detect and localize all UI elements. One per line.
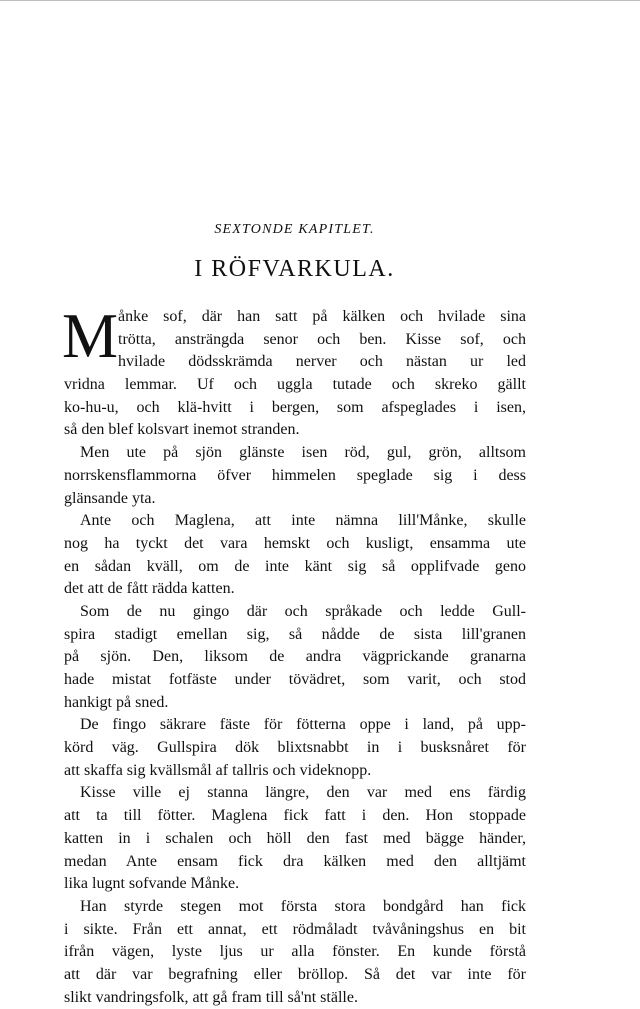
text-line: De fingo säkrare fäste för fötterna oppe i land, på upp- — [80, 716, 526, 734]
text-line: slikt vandringsfolk, att gå fram till så'nt ställe. — [64, 988, 358, 1006]
chapter-title: I RÖFVARKULA. — [194, 256, 395, 282]
chapter-heading: SEXTONDE KAPITLET. — [214, 222, 375, 237]
text-line: att där var begrafning eller bröllop. Så det var inte för — [64, 965, 526, 983]
text-line: ifrån vägen, lyste ljus ur alla fönster. En kunde förstå — [64, 943, 526, 961]
text-line: på sjön. Den, liksom de andra vägprickande granarna — [64, 648, 526, 666]
drop-cap: M — [62, 301, 119, 371]
text-line: körd väg. Gullspira dök blixtsnabbt in i busksnåret för — [64, 739, 526, 757]
text-line: nog ha tyckt det vara hemskt och kusligt, ensamma ute — [64, 534, 526, 552]
text-line: Ante och Maglena, att inte nämna lill'Månke, skulle — [80, 512, 526, 530]
top-edge-rule — [0, 0, 640, 1]
text-line: norrskensflammorna öfver himmelen speglade sig i dess — [64, 466, 526, 484]
text-line: medan Ante ensam fick dra kälken med den alltjämt — [64, 852, 526, 870]
text-line: att ta till fötter. Maglena fick fatt i den. Hon stoppade — [64, 807, 526, 825]
text-line: spira stadigt emellan sig, så nådde de sista lill'granen — [64, 625, 526, 643]
text-line: att skaffa sig kvällsmål af tallris och videknopp. — [64, 761, 372, 779]
text-line: ko-hu-u, och klä-hvitt i bergen, som afspeglades i isen, — [64, 398, 526, 416]
text-line: vridna lemmar. Uf och uggla tutade och skreko gällt — [64, 376, 526, 394]
text-line: glänsande yta. — [64, 489, 156, 507]
text-line: i sikte. Från ett annat, ett rödmåladt tvåvåningshus en bit — [64, 920, 526, 938]
text-line: så den blef kolsvart inemot stranden. — [64, 421, 300, 439]
text-line: Han styrde stegen mot första stora bondgård han fick — [80, 897, 526, 915]
body-text — [62, 301, 526, 1009]
text-line: trötta, ansträngda senor och ben. Kisse sof, och — [118, 330, 526, 348]
text-line: en sådan kväll, om de inte känt sig så opplifvade geno — [64, 557, 526, 575]
text-line: Som de nu gingo där och språkade och ledde Gull- — [80, 602, 526, 620]
text-line: Kisse ville ej stanna längre, den var med ens färdig — [80, 784, 526, 802]
text-line: hade mistat fotfäste under tövädret, som varit, och stod — [64, 671, 526, 688]
text-line: det att de fått rädda katten. — [64, 580, 235, 598]
text-line: hankigt på sned. — [64, 693, 169, 711]
text-line: Men ute på sjön glänste isen röd, gul, grön, alltsom — [80, 444, 526, 462]
text-line: ånke sof, där han satt på kälken och hvilade sina — [118, 308, 526, 325]
text-line: lika lugnt sofvande Månke. — [64, 875, 240, 893]
text-line: hvilade dödsskrämda nerver och nästan ur led — [118, 353, 526, 371]
text-line: katten in i schalen och höll den fast med bägge händer, — [64, 829, 526, 847]
